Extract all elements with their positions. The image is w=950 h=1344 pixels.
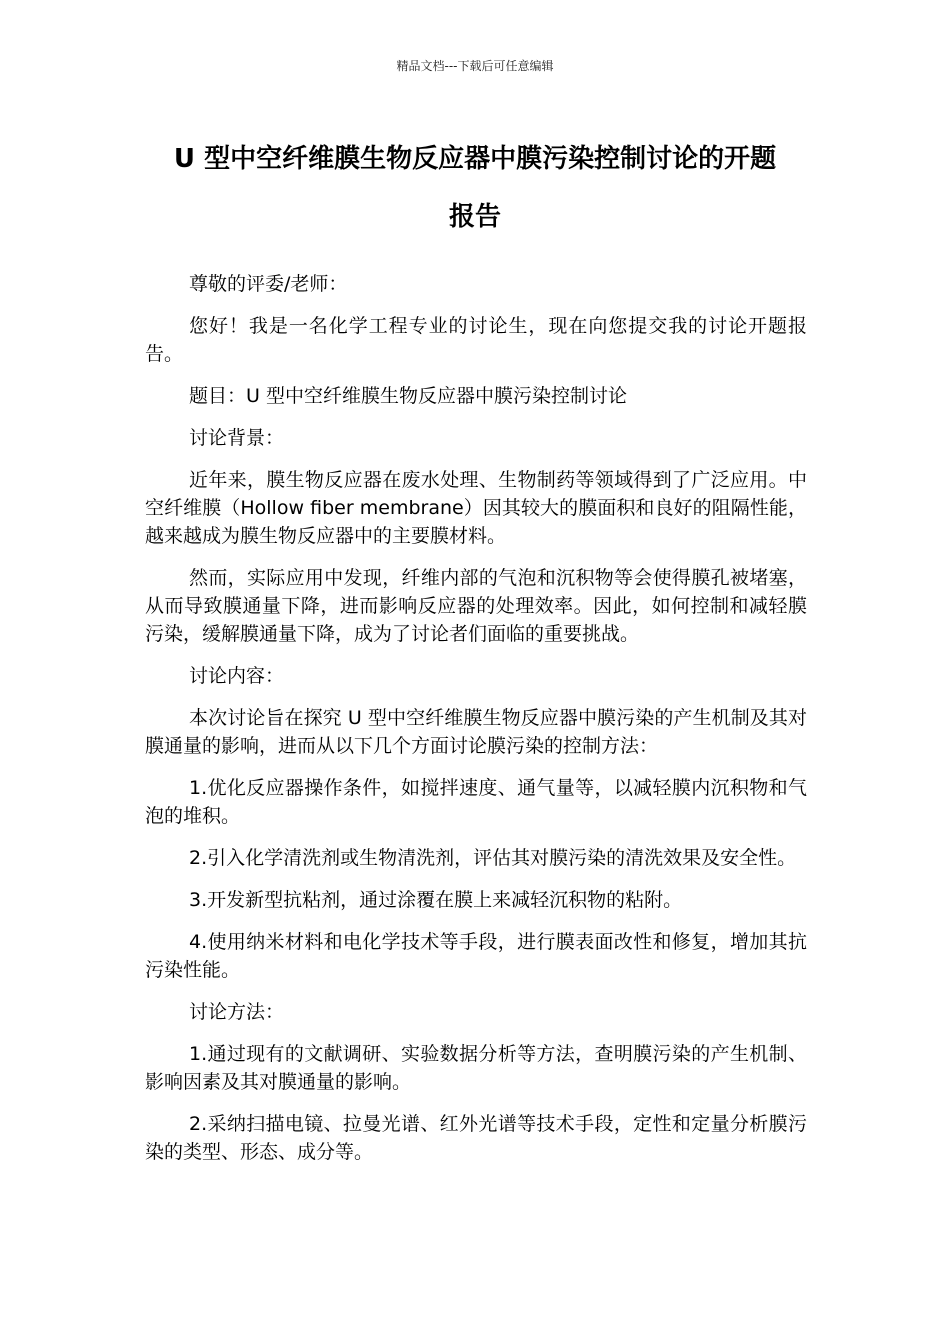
content-item-4: 4.使用纳米材料和电化学技术等手段，进行膜表面改性和修复，增加其抗污染性能。 (145, 931, 807, 981)
method-item-1: 1.通过现有的文献调研、实验数据分析等方法，查明膜污染的产生机制、影响因素及其对膜通量的影响。 (145, 1043, 807, 1093)
section-heading-content: 讨论内容： (189, 665, 285, 687)
content-item-1: 1.优化反应器操作条件，如搅拌速度、通气量等，以减轻膜内沉积物和气泡的堆积。 (145, 777, 807, 827)
content-item-2: 2.引入化学清洗剂或生物清洗剂，评估其对膜污染的清洗效果及安全性。 (189, 847, 797, 869)
topic-line: 题目：U 型中空纤维膜生物反应器中膜污染控制讨论 (189, 385, 627, 407)
page-header: 精品文档---下载后可任意编辑 (396, 59, 554, 73)
background-paragraph-2: 然而，实际应用中发现，纤维内部的气泡和沉积物等会使得膜孔被堵塞，从而导致膜通量下降，进而影响反应器的处理效率。因此，如何控制和减轻膜污染，缓解膜通量下降，成为了讨论者们面临的重要挑战。 (145, 567, 807, 645)
content-intro-paragraph: 本次讨论旨在探究 U 型中空纤维膜生物反应器中膜污染的产生机制及其对膜通量的影响，进而从以下几个方面讨论膜污染的控制方法： (145, 707, 807, 757)
document-title (120, 130, 830, 246)
content-item-3: 3.开发新型抗粘剂，通过涂覆在膜上来减轻沉积物的粘附。 (189, 889, 683, 911)
method-item-2: 2.采纳扫描电镜、拉曼光谱、红外光谱等技术手段，定性和定量分析膜污染的类型、形态、成分等。 (145, 1113, 807, 1163)
section-heading-methods: 讨论方法： (189, 1001, 285, 1023)
document-body (145, 270, 807, 1180)
salutation: 尊敬的评委/老师： (189, 273, 348, 295)
title-line-2: 报告 (448, 202, 501, 232)
greeting-paragraph: 您好！我是一名化学工程专业的讨论生，现在向您提交我的讨论开题报告。 (145, 315, 807, 365)
title-line-1: U 型中空纤维膜生物反应器中膜污染控制讨论的开题 (173, 144, 777, 174)
section-heading-background: 讨论背景： (189, 427, 285, 449)
background-paragraph-1: 近年来，膜生物反应器在废水处理、生物制药等领域得到了广泛应用。中空纤维膜（Hollow fiber membrane）因其较大的膜面积和良好的阻隔性能，越来越成为膜生物反应器中的主要膜材料。 (145, 469, 807, 547)
